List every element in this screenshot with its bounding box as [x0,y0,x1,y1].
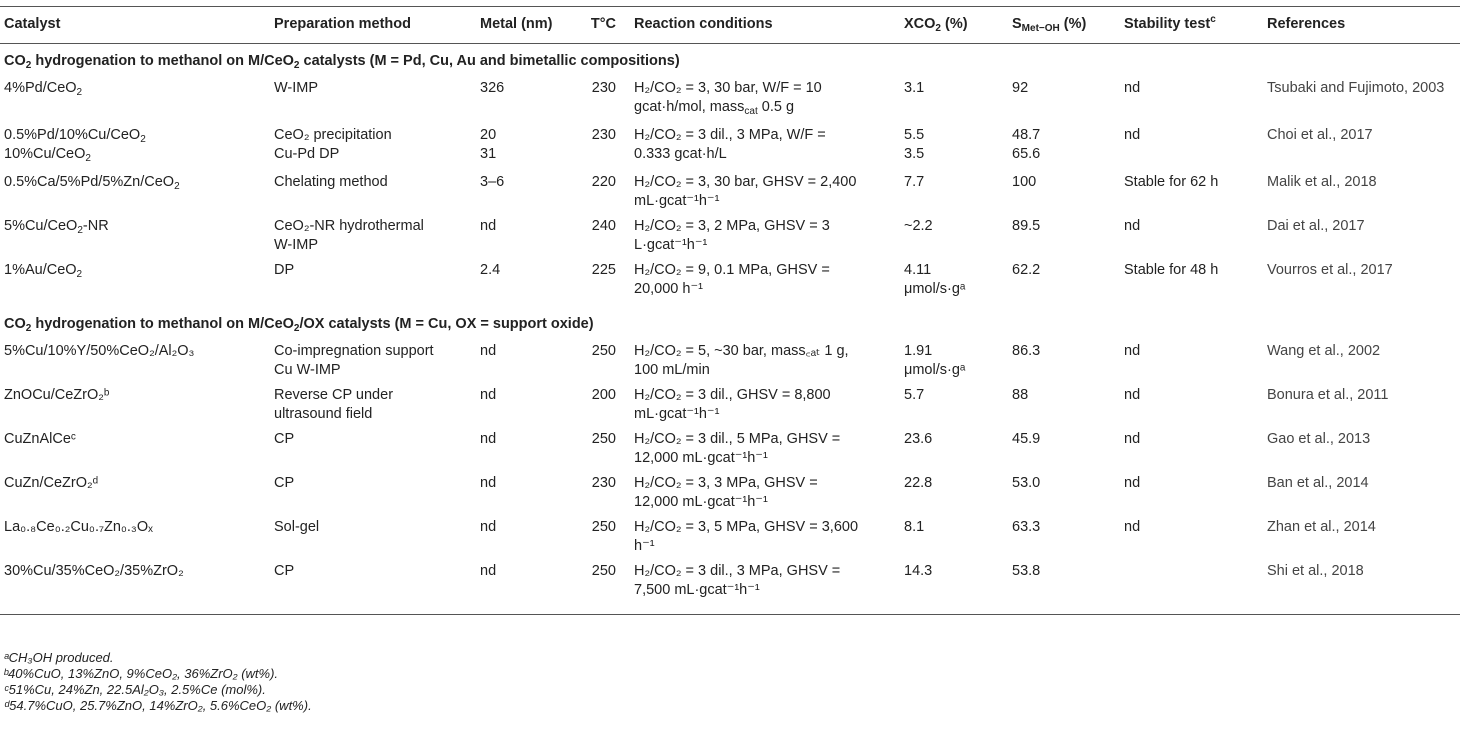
stability-cell: nd [1124,475,1141,491]
table-row [0,123,1460,170]
smet-cell: 45.9 [1012,431,1041,447]
metal-cell: nd [480,387,497,403]
prep-cell: Reverse CP under ultrasound field [274,387,394,422]
col-temp: T°C [572,7,630,44]
reference-cell: Vourros et al., 2017 [1267,262,1393,278]
smet-cell: 86.3 [1012,343,1041,359]
stability-cell: Stable for 48 h [1124,262,1219,278]
col-catalyst: Catalyst [0,7,270,44]
header-row [0,7,1460,44]
table-row [0,383,1460,427]
temp-cell: 250 [591,343,616,359]
stability-cell: nd [1124,218,1141,234]
temp-cell: 220 [591,174,616,190]
conditions-cell: H₂/CO₂ = 3 dil., 5 MPa, GHSV = 12,000 mL·gcat⁻¹h⁻¹ [634,431,841,466]
xco2-cell: 4.11 μmol/s·gᵃ [904,262,966,297]
conditions-cell: H₂/CO₂ = 3, 30 bar, W/F = 10 gcat·h/mol, mass$_{cat}$ 0.5 g [634,80,822,117]
reference-cell: Gao et al., 2013 [1267,431,1371,447]
catalyst-cell: 4%Pd/CeO$_2$ [4,80,83,98]
prep-cell: DP [274,262,295,278]
stability-cell: nd [1124,519,1141,535]
smet-cell: 100 [1012,174,1037,190]
col-smet: $S_{Met-OH}$ (%) [1008,7,1120,44]
smet-cell: 63.3 [1012,519,1041,535]
xco2-cell: 1.91 μmol/s·gᵃ [904,343,966,378]
conditions-cell: H₂/CO₂ = 3 dil., 3 MPa, W/F = 0.333 gcat·h/L [634,127,826,162]
prep-cell: Chelating method [274,174,388,190]
footnote-c: ᶜ51%Cu, 24%Zn, 22.5Al₂O₃, 2.5%Ce (mol%). [4,682,266,697]
stability-cell: nd [1124,80,1141,96]
col-conditions: Reaction conditions [630,7,900,44]
catalyst-cell: 1%Au/CeO$_2$ [4,262,83,280]
reference-cell: Wang et al., 2002 [1267,343,1381,359]
xco2-cell: 5.7 [904,387,925,403]
table-row [0,214,1460,258]
footnote-b: ᵇ40%CuO, 13%ZnO, 9%CeO₂, 36%ZrO₂ (wt%). [4,666,279,681]
smet-cell: 92 [1012,80,1029,96]
metal-cell: 2.4 [480,262,501,278]
prep-cell: CP [270,559,476,615]
temp-cell: 225 [591,262,616,278]
table-row [0,471,1460,515]
conditions-cell: H₂/CO₂ = 3 dil., GHSV = 8,800 mL·gcat⁻¹h⁻¹ [634,387,831,422]
xco2-cell: ~2.2 [904,218,933,234]
temp-cell: 250 [572,559,630,615]
section-title: $CO_2$ hydrogenation to methanol on M/CeO$_2$ catalysts (M = Pd, Cu, Au and bimetallic compositions) [4,53,680,71]
smet-cell: 48.7 65.6 [1012,127,1041,162]
table-row [0,258,1460,307]
catalyst-cell: 30%Cu/35%CeO₂/35%ZrO₂ [0,559,270,615]
col-references: References [1263,7,1460,44]
catalyst-cell: 0.5%Ca/5%Pd/5%Zn/CeO$_2$ [4,174,180,192]
conditions-cell: H₂/CO₂ = 3, 5 MPa, GHSV = 3,600 h⁻¹ [634,519,859,554]
section-header [0,44,1460,77]
reference-cell: Malik et al., 2018 [1267,174,1377,190]
metal-cell: 20 31 [480,127,497,162]
catalyst-cell: La₀.₈Ce₀.₂Cu₀.₇Zn₀.₃Oₓ [4,519,153,535]
section-title: $CO_2$ hydrogenation to methanol on M/CeO$_2$/OX catalysts (M = Cu, OX = support oxide) [4,316,594,334]
reference-cell: Ban et al., 2014 [1267,475,1369,491]
stability-cell [1120,559,1263,615]
conditions-cell: H₂/CO₂ = 5, ~30 bar, mass꜀ₐₜ 1 g, 100 mL/min [634,343,849,378]
prep-cell: CeO₂ precipitation Cu-Pd DP [274,127,392,162]
temp-cell: 230 [591,475,616,491]
catalyst-cell: 5%Cu/CeO$_2$-NR [4,218,109,236]
table-row [0,339,1460,383]
xco2-cell: 5.5 3.5 [904,127,925,162]
conditions-cell: H₂/CO₂ = 3 dil., 3 MPa, GHSV = 7,500 mL·gcat⁻¹h⁻¹ [630,559,900,615]
metal-cell: nd [480,343,497,359]
footnote-d: ᵈ54.7%CuO, 25.7%ZnO, 14%ZrO₂, 5.6%CeO₂ (wt%). [4,698,312,713]
catalyst-table [0,6,1460,615]
catalyst-cell: 5%Cu/10%Y/50%CeO₂/Al₂O₃ [4,343,195,359]
conditions-cell: H₂/CO₂ = 9, 0.1 MPa, GHSV = 20,000 h⁻¹ [634,262,830,297]
reference-cell: Tsubaki and Fujimoto, 2003 [1267,80,1445,96]
reference-cell: Shi et al., 2018 [1263,559,1460,615]
temp-cell: 200 [591,387,616,403]
metal-cell: nd [480,218,497,234]
catalyst-cell: ZnOCu/CeZrO₂ᵇ [4,387,110,403]
prep-cell: Sol-gel [274,519,320,535]
section-header [0,307,1460,339]
smet-cell: 62.2 [1012,262,1041,278]
stability-cell: nd [1124,343,1141,359]
metal-cell: nd [480,519,497,535]
reference-cell: Choi et al., 2017 [1267,127,1373,143]
catalyst-cell: 0.5%Pd/10%Cu/CeO$_2$ 10%Cu/CeO$_2$ [4,127,146,164]
metal-cell: 3–6 [480,174,505,190]
metal-cell: nd [480,431,497,447]
prep-cell: Co-impregnation support Cu W-IMP [274,343,434,378]
xco2-cell: 8.1 [904,519,925,535]
stability-cell: nd [1124,431,1141,447]
stability-cell: nd [1124,127,1141,143]
smet-cell: 53.8 [1008,559,1120,615]
xco2-cell: 22.8 [904,475,933,491]
col-prep: Preparation method [270,7,476,44]
prep-cell: CeO₂-NR hydrothermal W-IMP [274,218,424,253]
footnote-a: ᵃCH₃OH produced. [4,650,114,665]
stability-cell: nd [1124,387,1141,403]
metal-cell: nd [476,559,572,615]
table-row [0,76,1460,123]
stability-cell: Stable for 62 h [1124,174,1219,190]
table-row [0,427,1460,471]
temp-cell: 250 [591,519,616,535]
table-row [0,515,1460,559]
temp-cell: 230 [591,127,616,143]
footnotes [4,650,312,714]
xco2-cell: 7.7 [904,174,925,190]
metal-cell: 326 [480,80,505,96]
col-metal: Metal (nm) [476,7,572,44]
catalyst-cell: CuZnAlCeᶜ [4,431,77,447]
smet-cell: 89.5 [1012,218,1041,234]
smet-cell: 88 [1012,387,1029,403]
catalyst-cell: CuZn/CeZrO₂ᵈ [4,475,99,491]
conditions-cell: H₂/CO₂ = 3, 3 MPa, GHSV = 12,000 mL·gcat⁻¹h⁻¹ [634,475,818,510]
temp-cell: 250 [591,431,616,447]
col-xco2: $XCO_2$ (%) [900,7,1008,44]
xco2-cell: 3.1 [904,80,925,96]
xco2-cell: 14.3 [900,559,1008,615]
prep-cell: CP [274,475,295,491]
table-row [0,559,1460,615]
col-stability: Stability test$^c$ [1120,7,1263,44]
prep-cell: CP [274,431,295,447]
table-row [0,170,1460,214]
conditions-cell: H₂/CO₂ = 3, 2 MPa, GHSV = 3 L·gcat⁻¹h⁻¹ [634,218,830,253]
temp-cell: 230 [591,80,616,96]
smet-cell: 53.0 [1012,475,1041,491]
metal-cell: nd [480,475,497,491]
reference-cell: Bonura et al., 2011 [1267,387,1389,403]
reference-cell: Zhan et al., 2014 [1267,519,1376,535]
prep-cell: W-IMP [274,80,319,96]
reference-cell: Dai et al., 2017 [1267,218,1365,234]
conditions-cell: H₂/CO₂ = 3, 30 bar, GHSV = 2,400 mL·gcat⁻¹h⁻¹ [634,174,857,209]
temp-cell: 240 [591,218,616,234]
xco2-cell: 23.6 [904,431,933,447]
